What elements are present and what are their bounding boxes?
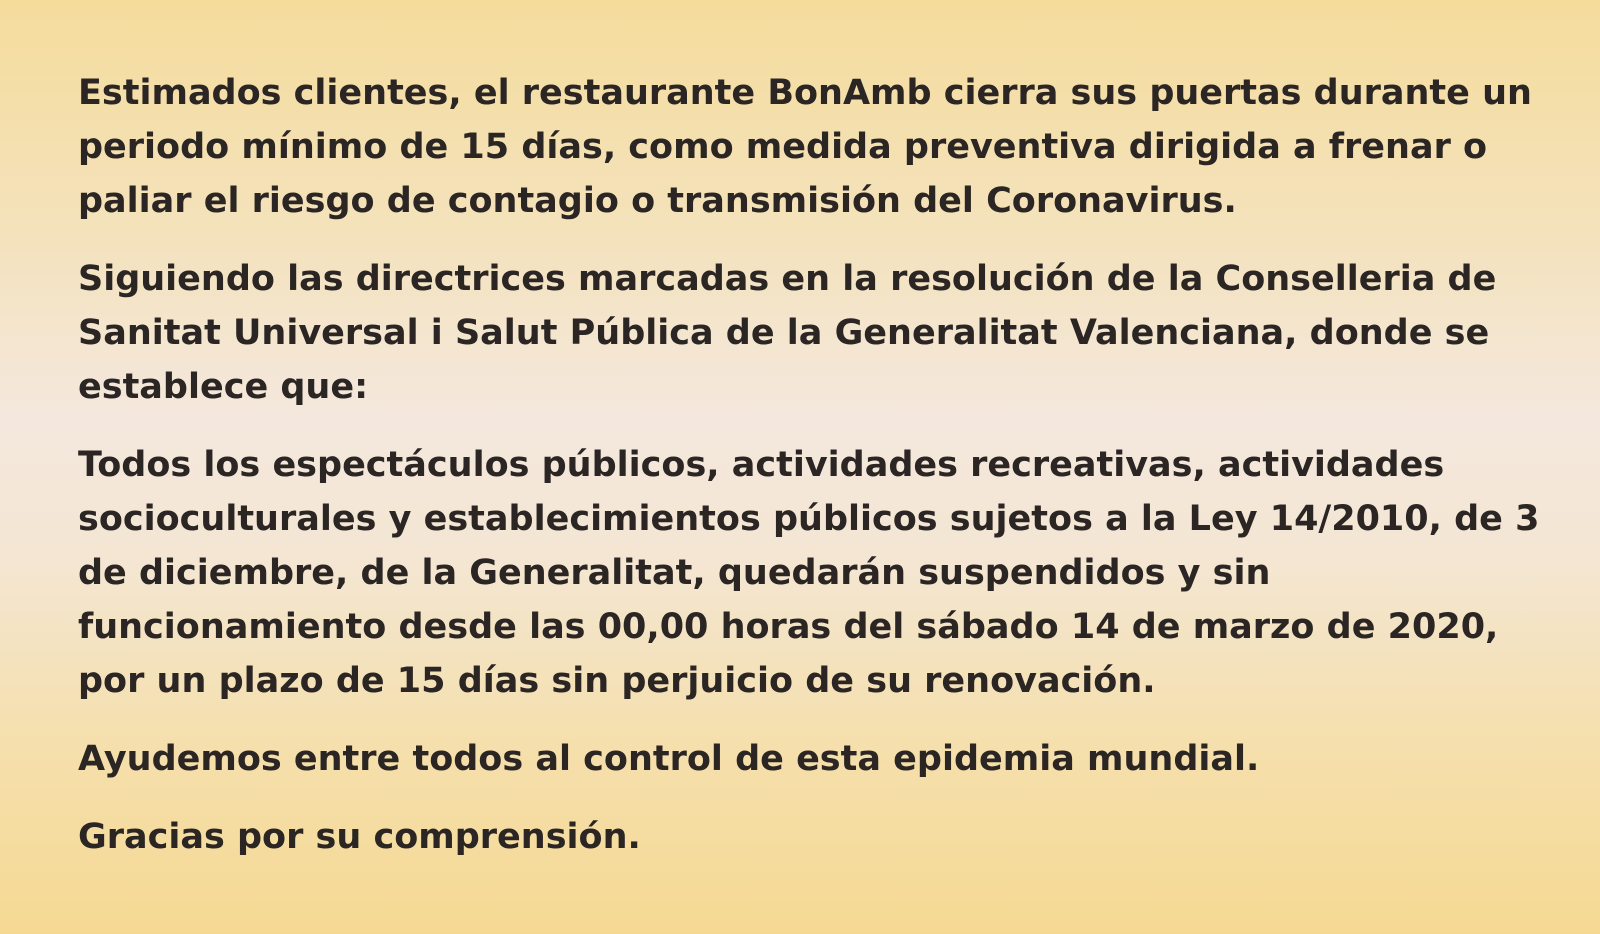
notice-paragraph-directives: Siguiendo las directrices marcadas en la resolución de la Conselleria de Sanitat Universal i Salut Pública de la Generalitat Valenciana, donde se establece que: <box>78 259 1497 407</box>
notice-paragraph-appeal: Ayudemos entre todos al control de esta epidemia mundial. <box>78 739 1260 779</box>
closure-notice <box>78 66 1558 888</box>
notice-paragraph-regulation: Todos los espectáculos públicos, actividades recreativas, actividades socioculturales y establecimientos públicos sujetos a la Ley 14/2010, de 3 de diciembre, de la Generalitat, quedarán suspendidos y sin funcionamiento desde las 00,00 horas del sábado 14 de marzo de 2020, por un plazo de 15 días sin perjuicio de su renovación. <box>78 445 1540 701</box>
notice-paragraph-intro: Estimados clientes, el restaurante BonAmb cierra sus puertas durante un periodo mínimo de 15 días, como medida preventiva dirigida a frenar o paliar el riesgo de contagio o transmisión del Coronavirus. <box>78 73 1532 221</box>
notice-paragraph-thanks: Gracias por su comprensión. <box>78 817 641 857</box>
